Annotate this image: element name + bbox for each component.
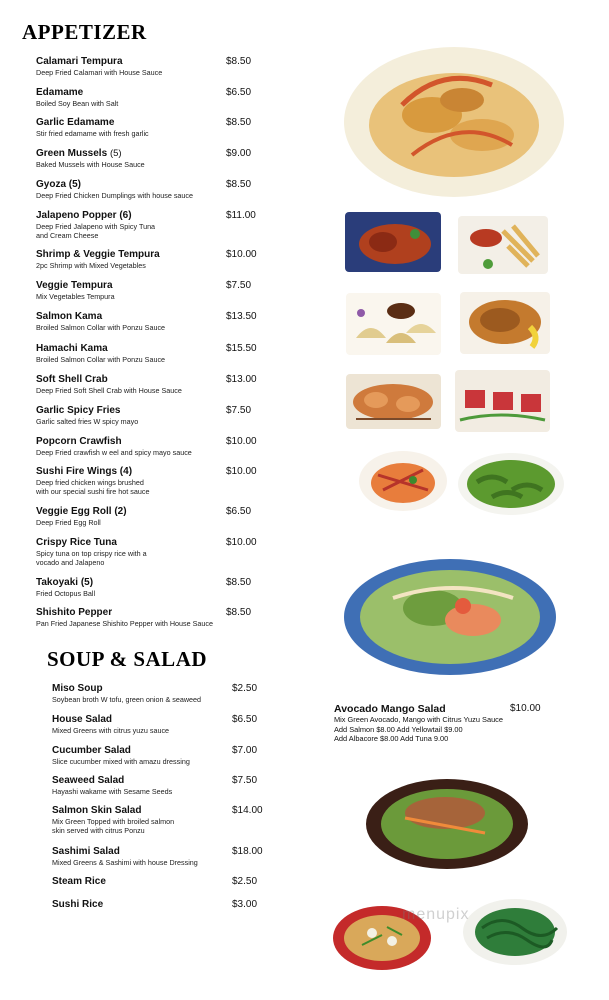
menu-item: [36, 343, 266, 364]
item-name: Seaweed Salad: [52, 775, 125, 786]
menu-item: [36, 537, 266, 567]
item-price: $13.50: [226, 311, 257, 322]
item-name: Sushi Fire Wings (4): [36, 466, 133, 477]
menu-item: [36, 405, 266, 426]
item-name: Veggie Tempura: [36, 280, 113, 291]
soup-salad-title: SOUP & SALAD: [47, 647, 208, 671]
item-price: $9.00: [226, 148, 252, 159]
item-price: $8.50: [226, 117, 252, 128]
item-price: $11.00: [226, 210, 256, 221]
menu-item: [36, 148, 266, 169]
item-name: Calamari Tempura: [36, 56, 123, 67]
item-price: $2.50: [232, 876, 258, 887]
item-price: $18.00: [232, 846, 263, 857]
menu-item: [36, 374, 266, 395]
menu-item: [52, 714, 272, 735]
item-description: Stir fried edamame with fresh garlic: [36, 129, 149, 138]
item-name: Popcorn Crawfish: [36, 436, 122, 447]
salmon-skin-salad-photo: [365, 778, 530, 870]
item-description: Spicy tuna on top crispy rice with a vocado and Jalapeno: [36, 549, 147, 567]
item-description: Garlic salted fries W spicy mayo: [36, 417, 139, 426]
item-price: $10.00: [510, 703, 541, 714]
menu-item: [36, 179, 266, 200]
item-name: Salmon Skin Salad: [52, 805, 142, 816]
item-description: Broiled Salmon Collar with Ponzu Sauce: [36, 323, 166, 332]
item-price: $8.50: [226, 577, 252, 588]
item-description: Fried Octopus Ball: [36, 589, 96, 598]
item-description: Boiled Soy Bean with Salt: [36, 99, 119, 108]
item-description: Deep fried chicken wings brushed with our special sushi fire hot sauce: [36, 478, 150, 496]
menu-item: [36, 56, 266, 77]
item-price: $6.50: [226, 506, 252, 517]
item-description: Hayashi wakame with Sesame Seeds: [52, 787, 173, 796]
item-description: Deep Fried Egg Roll: [36, 518, 101, 527]
item-price: $7.50: [226, 280, 252, 291]
item-description: Mixed Greens & Sashimi with house Dressing: [52, 858, 198, 867]
item-price: $10.00: [226, 436, 257, 447]
item-description: Broiled Salmon Collar with Ponzu Sauce: [36, 355, 166, 364]
popcorn-crawfish-photo: [358, 450, 448, 512]
menu-item: [36, 466, 266, 496]
item-description: Mix Green Avocado, Mango with Citrus Yuzu Sauce Add Salmon $8.00 Add Yellowtail $9.00 Add Albacore $8.00 Add Tuna 9.00: [334, 715, 503, 743]
menu-item: [36, 210, 266, 240]
item-name: Garlic Spicy Fries: [36, 405, 121, 416]
jalapeno-popper-photo: [345, 212, 441, 272]
item-name: Takoyaki (5): [36, 577, 94, 588]
menu-item: [52, 745, 272, 766]
item-name: Green Mussels (5): [36, 148, 122, 159]
menu-item: [52, 775, 272, 796]
item-description: Slice cucumber mixed with amazu dressing: [52, 757, 190, 766]
item-price: $2.50: [232, 683, 258, 694]
item-name: Gyoza (5): [36, 179, 82, 190]
item-description: Mix Green Topped with broiled salmon skin served with citrus Ponzu: [52, 817, 175, 835]
menu-item: [36, 249, 266, 270]
soft-shell-crab-photo: [346, 374, 441, 429]
calamari-sauce-photo: [458, 216, 548, 274]
house-salad-photo: [343, 558, 558, 676]
item-name: Shishito Pepper: [36, 607, 113, 618]
item-name: House Salad: [52, 714, 113, 725]
menu-item: [36, 436, 266, 457]
item-name: Cucumber Salad: [52, 745, 131, 756]
item-name: Jalapeno Popper (6): [36, 210, 132, 221]
menu-item: [36, 506, 266, 527]
item-price: $6.50: [226, 87, 252, 98]
item-name: Soft Shell Crab: [36, 374, 108, 385]
item-description: Deep Fried Calamari with House Sauce: [36, 68, 163, 77]
item-description: Mix Vegetables Tempura: [36, 292, 115, 301]
item-name: Shrimp & Veggie Tempura: [36, 249, 160, 260]
item-name: Crispy Rice Tuna: [36, 537, 117, 548]
item-price: $3.00: [232, 899, 258, 910]
calamari-tempura-photo: [342, 45, 567, 200]
item-name: Sashimi Salad: [52, 846, 120, 857]
garlic-edamame-photo: [457, 452, 565, 516]
appetizer-title: APPETIZER: [22, 20, 147, 44]
item-price: $10.00: [226, 537, 257, 548]
menu-item: [36, 607, 266, 628]
item-name: Garlic Edamame: [36, 117, 115, 128]
item-description: 2pc Shrimp with Mixed Vegetables: [36, 261, 146, 270]
item-price: $8.50: [226, 179, 252, 190]
item-price: $8.50: [226, 607, 252, 618]
item-description: Deep Fried crawfish w eel and spicy mayo sauce: [36, 448, 192, 457]
item-description: Pan Fried Japanese Shishito Pepper with House Sauce: [36, 619, 213, 628]
item-description: Deep Fried Chicken Dumplings with house sauce: [36, 191, 194, 200]
item-price: $10.00: [226, 466, 257, 477]
crispy-rice-tuna-photo: [455, 370, 550, 432]
item-price: $14.00: [232, 805, 263, 816]
gyoza-photo: [346, 293, 441, 355]
item-name: Avocado Mango Salad: [334, 703, 446, 715]
menu-item: [36, 311, 266, 332]
item-name: Edamame: [36, 87, 84, 98]
watermark: menupix: [402, 906, 470, 923]
item-name: Sushi Rice: [52, 899, 104, 910]
featured-item-avocado-mango-salad: [334, 703, 541, 744]
menu-item: [36, 280, 266, 301]
item-price: $15.50: [226, 343, 257, 354]
item-description: Baked Mussels with House Sauce: [36, 160, 145, 169]
item-name: Hamachi Kama: [36, 343, 108, 354]
item-price: $6.50: [232, 714, 258, 725]
menu-item: [52, 846, 272, 867]
salmon-kama-photo: [460, 292, 550, 354]
item-description: Deep Fried Soft Shell Crab with House Sauce: [36, 386, 182, 395]
item-price: $7.00: [232, 745, 258, 756]
item-price: $13.00: [226, 374, 257, 385]
item-name: Salmon Kama: [36, 311, 103, 322]
item-name: Veggie Egg Roll (2): [36, 506, 127, 517]
item-name: Steam Rice: [52, 876, 106, 887]
item-price: $7.50: [226, 405, 252, 416]
menu-item: [52, 683, 272, 704]
menu-item: [36, 577, 266, 598]
menu-item: [36, 87, 266, 108]
menu-item: [52, 876, 272, 888]
menu-item: [52, 805, 272, 835]
item-price: $8.50: [226, 56, 252, 67]
item-description: Soybean broth W tofu, green onion & seaweed: [52, 695, 202, 704]
item-description: Deep Fried Jalapeno with Spicy Tuna and Cream Cheese: [36, 222, 156, 240]
menu-item: [52, 899, 272, 911]
menu-item: [36, 117, 266, 138]
item-name: Miso Soup: [52, 683, 103, 694]
seaweed-salad-photo: [462, 898, 568, 966]
item-price: $10.00: [226, 249, 257, 260]
item-description: Mixed Greens with citrus yuzu sauce: [52, 726, 170, 735]
item-price: $7.50: [232, 775, 258, 786]
